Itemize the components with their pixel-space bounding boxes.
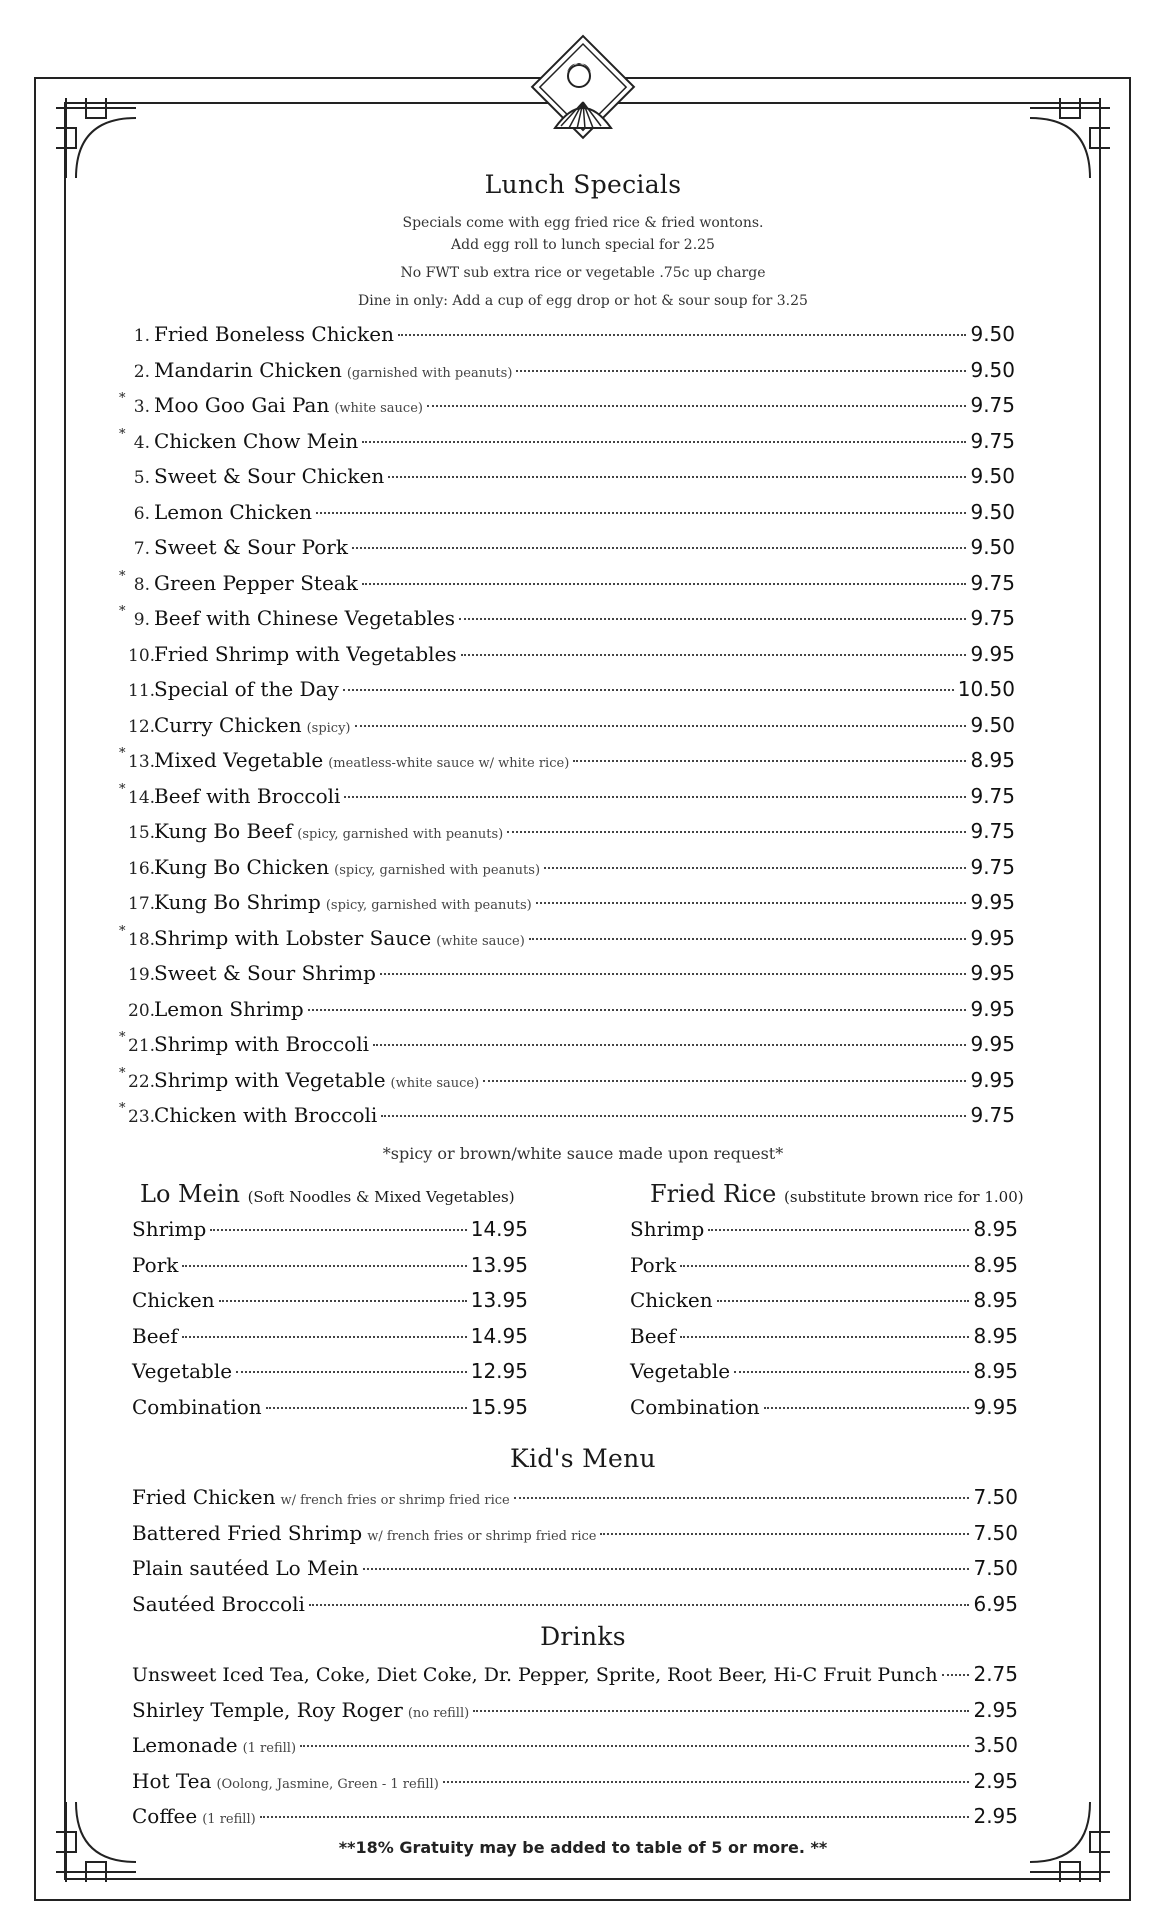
- item-name: Curry Chicken: [154, 712, 302, 737]
- request-asterisk: *: [119, 391, 126, 406]
- item-price: 9.95: [970, 996, 1015, 1021]
- dot-leader: [443, 1781, 970, 1783]
- item-price: 14.95: [470, 1323, 528, 1348]
- dot-leader: [308, 1009, 967, 1011]
- item-description: (spicy, garnished with peanuts): [297, 827, 504, 842]
- lunch-item-row: [128, 926, 1015, 950]
- item-price: 13.95: [470, 1288, 528, 1312]
- item-price: 9.95: [970, 1067, 1015, 1092]
- lunch-footnote: *spicy or brown/white sauce made upon request*: [382, 1144, 784, 1163]
- item-price: 2.95: [973, 1804, 1018, 1828]
- item-description: (1 refill): [242, 1741, 297, 1756]
- item-price: 9.95: [970, 1032, 1015, 1056]
- dot-leader: [344, 796, 966, 798]
- item-description: (white sauce): [334, 401, 423, 416]
- dot-leader: [734, 1371, 969, 1373]
- lo-mein-item-row: [132, 1359, 528, 1383]
- lo-mein-item-row: [132, 1324, 528, 1348]
- lunch-item-row: [128, 961, 1015, 985]
- lunch-item-row: [128, 1032, 1015, 1056]
- item-name: Sweet & Sour Shrimp: [154, 961, 376, 985]
- item-number: 11.: [128, 681, 156, 701]
- item-price: 9.50: [970, 535, 1015, 559]
- drinks-item-row: [132, 1769, 1018, 1793]
- lunch-note: Specials come with egg fried rice & fried wontons.: [402, 215, 764, 231]
- request-asterisk: *: [119, 426, 126, 442]
- lunch-item-row: [128, 535, 1015, 559]
- item-price: 9.75: [970, 1103, 1015, 1127]
- fried-rice-item-row: [630, 1359, 1018, 1383]
- item-description: (spicy, garnished with peanuts): [325, 898, 532, 913]
- dot-leader: [708, 1229, 969, 1231]
- item-number: 9.: [133, 610, 150, 630]
- item-name: Pork: [132, 1252, 179, 1277]
- item-name: Sweet & Sour Chicken: [154, 464, 385, 488]
- item-price: 9.75: [970, 854, 1015, 879]
- item-price: 9.95: [970, 925, 1015, 950]
- request-asterisk: *: [119, 604, 126, 619]
- item-price: 9.50: [970, 499, 1015, 524]
- item-price: 9.50: [970, 712, 1015, 737]
- gratuity-note: **18% Gratuity may be added to table of 5 or more. **: [338, 1838, 828, 1857]
- item-name: Lemon Chicken: [154, 499, 312, 524]
- item-price: 15.95: [470, 1394, 528, 1419]
- item-price: 9.75: [970, 606, 1015, 630]
- item-name: Green Pepper Steak: [154, 570, 358, 595]
- item-name: Lemonade: [132, 1733, 238, 1757]
- lunch-item-row: [128, 358, 1015, 382]
- item-description: (1 refill): [202, 1812, 256, 1827]
- fried-rice-subtitle: (substitute brown rice for 1.00): [784, 1188, 1024, 1206]
- item-price: 9.75: [970, 819, 1015, 843]
- item-price: 8.95: [973, 1252, 1018, 1277]
- item-name: Pork: [630, 1252, 677, 1277]
- dot-leader: [266, 1407, 467, 1409]
- item-name: Combination: [630, 1394, 760, 1419]
- item-number: 14.: [128, 787, 156, 808]
- lunch-note: No FWT sub extra rice or vegetable .75c up charge: [400, 265, 766, 281]
- item-price: 8.95: [973, 1323, 1018, 1348]
- lunch-item-row: [128, 748, 1015, 772]
- item-price: 2.75: [973, 1662, 1018, 1686]
- dot-leader: [355, 725, 967, 727]
- item-number: 5.: [133, 468, 150, 488]
- lo-mein-subtitle: (Soft Noodles & Mixed Vegetables): [247, 1188, 515, 1206]
- item-name: Combination: [132, 1394, 262, 1419]
- dot-leader: [507, 831, 966, 833]
- fried-rice-title: [650, 1180, 1024, 1208]
- item-price: 7.50: [973, 1520, 1018, 1545]
- lunch-item-row: [128, 784, 1015, 808]
- lo-mein-title: [140, 1180, 515, 1208]
- item-number: 6.: [133, 503, 150, 524]
- item-name: Sweet & Sour Pork: [154, 535, 348, 559]
- item-name: Shrimp with Broccoli: [154, 1032, 369, 1056]
- item-price: 8.95: [970, 748, 1015, 772]
- drinks-item-row: [132, 1662, 1018, 1686]
- dot-leader: [536, 902, 967, 904]
- item-name: Mandarin Chicken: [154, 357, 342, 382]
- item-name: Beef: [132, 1323, 178, 1348]
- item-name: Coffee: [132, 1804, 198, 1828]
- dot-leader: [483, 1080, 966, 1082]
- item-price: 9.95: [970, 890, 1015, 914]
- fried-rice-item-row: [630, 1217, 1018, 1241]
- lo-mein-item-row: [132, 1217, 528, 1241]
- lunch-item-row: [128, 393, 1015, 417]
- lunch-item-row: [128, 464, 1015, 488]
- item-name: Chicken: [132, 1288, 215, 1312]
- kids-item-row: [132, 1485, 1018, 1509]
- item-description: (white sauce): [390, 1075, 480, 1091]
- item-name: Battered Fried Shrimp: [132, 1520, 363, 1545]
- item-price: 12.95: [470, 1359, 528, 1383]
- dot-leader: [544, 867, 966, 869]
- item-price: 9.75: [970, 393, 1015, 417]
- kids-item-row: [132, 1556, 1018, 1580]
- item-name: Beef with Broccoli: [154, 783, 341, 808]
- dot-leader: [459, 618, 966, 620]
- dot-leader: [300, 1745, 969, 1747]
- dot-leader: [529, 938, 967, 940]
- item-name: Chicken Chow Mein: [154, 428, 359, 453]
- item-price: 9.50: [970, 464, 1015, 488]
- dot-leader: [316, 512, 966, 514]
- item-description: (white sauce): [436, 933, 525, 949]
- item-name: Shrimp: [132, 1217, 207, 1241]
- lunch-specials-title: Lunch Specials: [484, 170, 682, 199]
- dot-leader: [516, 370, 966, 372]
- item-name: Kung Bo Chicken: [154, 854, 330, 879]
- fried-rice-item-row: [630, 1253, 1018, 1277]
- fried-rice-item-row: [630, 1395, 1018, 1419]
- item-number: 20.: [128, 1000, 156, 1021]
- item-description: (garnished with peanuts): [346, 365, 513, 381]
- item-price: 7.50: [973, 1556, 1018, 1580]
- dot-leader: [717, 1300, 970, 1302]
- item-price: 9.75: [970, 570, 1015, 595]
- dot-leader: [373, 1044, 966, 1046]
- item-price: 9.50: [970, 322, 1015, 346]
- lo-mein-item-row: [132, 1395, 528, 1419]
- kids-item-row: [132, 1521, 1018, 1545]
- item-price: 10.50: [957, 677, 1015, 701]
- lo-mein-item-row: [132, 1253, 528, 1277]
- lunch-item-row: [128, 1068, 1015, 1092]
- item-description: (Oolong, Jasmine, Green - 1 refill): [216, 1776, 439, 1792]
- item-price: 13.95: [470, 1252, 528, 1277]
- fried-rice-title-text: Fried Rice: [650, 1180, 777, 1208]
- item-description: (spicy): [306, 720, 351, 736]
- item-name: Chicken with Broccoli: [154, 1103, 378, 1127]
- item-name: Vegetable: [630, 1359, 731, 1383]
- dot-leader: [764, 1407, 970, 1409]
- lunch-item-row: [128, 500, 1015, 524]
- drinks-item-row: [132, 1698, 1018, 1722]
- item-price: 9.75: [970, 428, 1015, 453]
- request-asterisk: *: [119, 1065, 126, 1081]
- item-name: Sautéed Broccoli: [132, 1591, 305, 1616]
- lunch-item-row: [128, 890, 1015, 914]
- dot-leader: [260, 1816, 970, 1818]
- dot-leader: [182, 1265, 466, 1267]
- item-number: 8.: [133, 574, 150, 595]
- fried-rice-item-row: [630, 1324, 1018, 1348]
- lunch-item-row: [128, 997, 1015, 1021]
- lunch-item-row: [128, 322, 1015, 346]
- dot-leader: [942, 1674, 970, 1676]
- item-price: 9.95: [973, 1394, 1018, 1419]
- dot-leader: [600, 1533, 969, 1535]
- dot-leader: [182, 1336, 467, 1338]
- dot-leader: [363, 1568, 970, 1570]
- dot-leader: [352, 547, 967, 549]
- item-name: Moo Goo Gai Pan: [154, 393, 330, 417]
- item-name: Shirley Temple, Roy Roger: [132, 1697, 403, 1722]
- lunch-item-row: [128, 713, 1015, 737]
- dot-leader: [343, 689, 954, 691]
- item-price: 9.95: [970, 961, 1015, 985]
- item-name: Fried Shrimp with Vegetables: [154, 641, 457, 666]
- request-asterisk: *: [119, 568, 126, 584]
- item-name: Fried Boneless Chicken: [154, 322, 395, 346]
- request-asterisk: *: [119, 746, 126, 761]
- lunch-item-row: [128, 855, 1015, 879]
- geisha-fan-emblem: [527, 32, 639, 144]
- item-price: 2.95: [973, 1768, 1018, 1793]
- drinks-item-row: [132, 1804, 1018, 1828]
- item-number: 2.: [133, 361, 150, 382]
- item-price: 3.50: [973, 1733, 1018, 1757]
- item-name: Kung Bo Beef: [154, 819, 293, 843]
- lo-mein-title-text: Lo Mein: [140, 1180, 240, 1208]
- item-name: Beef: [630, 1323, 676, 1348]
- item-name: Kung Bo Shrimp: [154, 890, 321, 914]
- item-name: Vegetable: [132, 1359, 233, 1383]
- item-number: 19.: [128, 965, 156, 985]
- item-name: Special of the Day: [154, 677, 339, 701]
- item-price: 9.75: [970, 783, 1015, 808]
- dot-leader: [473, 1710, 969, 1712]
- item-name: Shrimp with Lobster Sauce: [154, 925, 432, 950]
- item-price: 2.95: [973, 1697, 1018, 1722]
- drinks-title: Drinks: [540, 1622, 626, 1651]
- dot-leader: [461, 654, 967, 656]
- item-name: Shrimp with Vegetable: [154, 1067, 386, 1092]
- drinks-item-row: [132, 1733, 1018, 1757]
- dot-leader: [573, 760, 966, 762]
- item-number: 4.: [133, 432, 150, 453]
- item-price: 9.50: [970, 357, 1015, 382]
- item-number: 3.: [133, 397, 150, 417]
- lunch-item-row: [128, 1103, 1015, 1127]
- item-price: 6.95: [973, 1591, 1018, 1616]
- item-number: 13.: [128, 752, 156, 772]
- item-number: 12.: [128, 716, 156, 737]
- lunch-item-row: [128, 429, 1015, 453]
- item-number: 16.: [128, 858, 156, 879]
- item-name: Unsweet Iced Tea, Coke, Diet Coke, Dr. Pepper, Sprite, Root Beer, Hi-C Fruit Punch: [132, 1664, 938, 1686]
- lunch-item-row: [128, 677, 1015, 701]
- kids-item-row: [132, 1592, 1018, 1616]
- item-name: Fried Chicken: [132, 1485, 276, 1509]
- item-number: 15.: [128, 823, 156, 843]
- item-number: 22.: [128, 1071, 156, 1092]
- item-number: 17.: [128, 894, 156, 914]
- item-price: 8.95: [973, 1217, 1018, 1241]
- dot-leader: [362, 441, 966, 443]
- dot-leader: [514, 1497, 970, 1499]
- dot-leader: [210, 1229, 466, 1231]
- item-number: 23.: [128, 1107, 156, 1127]
- lunch-item-row: [128, 571, 1015, 595]
- request-asterisk: *: [119, 781, 126, 797]
- item-description: w/ french fries or shrimp fried rice: [367, 1528, 597, 1544]
- fried-rice-item-row: [630, 1288, 1018, 1312]
- item-name: Plain sautéed Lo Mein: [132, 1556, 359, 1580]
- lunch-item-row: [128, 642, 1015, 666]
- dot-leader: [309, 1604, 970, 1606]
- lunch-item-row: [128, 819, 1015, 843]
- dot-leader: [219, 1300, 467, 1302]
- item-number: 1.: [133, 326, 150, 346]
- item-name: Mixed Vegetable: [154, 748, 324, 772]
- item-description: (no refill): [407, 1705, 470, 1721]
- item-price: 8.95: [973, 1288, 1018, 1312]
- dot-leader: [380, 973, 967, 975]
- dot-leader: [362, 583, 967, 585]
- item-name: Lemon Shrimp: [154, 996, 304, 1021]
- item-name: Chicken: [630, 1288, 713, 1312]
- item-number: 18.: [128, 929, 156, 950]
- item-name: Hot Tea: [132, 1768, 212, 1793]
- dot-leader: [398, 334, 966, 336]
- kids-menu-title: Kid's Menu: [510, 1444, 656, 1473]
- request-asterisk: *: [119, 1030, 126, 1045]
- dot-leader: [427, 405, 966, 407]
- item-number: 21.: [128, 1036, 156, 1056]
- item-description: (meatless-white sauce w/ white rice): [328, 756, 570, 771]
- item-name: Shrimp: [630, 1217, 705, 1241]
- dot-leader: [680, 1336, 970, 1338]
- dot-leader: [381, 1115, 966, 1117]
- lo-mein-item-row: [132, 1288, 528, 1312]
- item-price: 7.50: [973, 1485, 1018, 1509]
- item-number: 7.: [133, 539, 150, 559]
- dot-leader: [388, 476, 966, 478]
- request-asterisk: *: [119, 923, 126, 939]
- dot-leader: [680, 1265, 969, 1267]
- item-description: (spicy, garnished with peanuts): [334, 862, 541, 878]
- item-name: Beef with Chinese Vegetables: [154, 606, 456, 630]
- item-description: w/ french fries or shrimp fried rice: [280, 1493, 510, 1508]
- lunch-note: Add egg roll to lunch special for 2.25: [451, 237, 715, 253]
- item-number: 10.: [128, 645, 156, 666]
- item-price: 8.95: [973, 1359, 1018, 1383]
- item-price: 9.95: [970, 641, 1015, 666]
- dot-leader: [236, 1371, 467, 1373]
- lunch-note: Dine in only: Add a cup of egg drop or hot & sour soup for 3.25: [358, 293, 808, 309]
- lunch-item-row: [128, 606, 1015, 630]
- item-price: 14.95: [470, 1217, 528, 1241]
- request-asterisk: *: [119, 1101, 126, 1116]
